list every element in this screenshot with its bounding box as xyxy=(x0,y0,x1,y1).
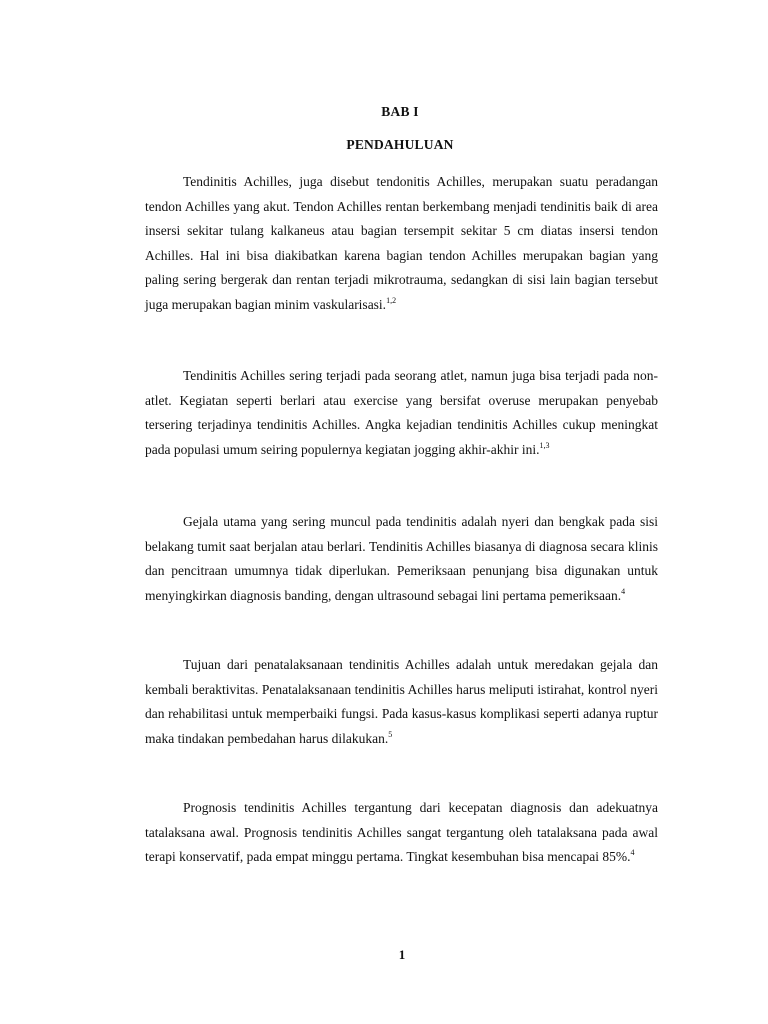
paragraph-4-text: Tujuan dari penatalaksanaan tendinitis Achilles adalah untuk meredakan gejala dan kembali beraktivitas. Penatalaksanaan tendinitis Achilles harus meliputi istirahat, kontrol nyeri dan rehabilitasi untuk memperbaiki fungsi. Pada kasus-kasus komplikasi seperti adanya ruptur maka tindakan pembedahan harus dilakukan. xyxy=(145,657,658,746)
citation-5: 4 xyxy=(630,848,635,858)
citation-1: 1,2 xyxy=(386,295,397,305)
paragraph-1-text: Tendinitis Achilles, juga disebut tendonitis Achilles, merupakan suatu peradangan tendon Achilles yang akut. Tendon Achilles rentan berkembang menjadi tendinitis baik di area insersi sekitar tulang kalkaneus atau bagian tersempit sekitar 5 cm diatas insersi tendon Achilles. Hal ini bisa diakibatkan karena bagian tendon Achilles merupakan bagian yang paling sering bergerak dan rentan terjadi mikrotrauma, sedangkan di sisi lain bagian tersebut juga merupakan bagian minim vaskularisasi. xyxy=(145,174,658,312)
paragraph-2-text: Tendinitis Achilles sering terjadi pada seorang atlet, namun juga bisa terjadi pada non-atlet. Kegiatan seperti berlari atau exercise yang bersifat overuse merupakan penyebab tersering terjadinya tendinitis Achilles. Angka kejadian tendinitis Achilles cukup meningkat pada populasi umum seiring populernya kegiatan jogging akhir-akhir ini. xyxy=(145,368,658,457)
paragraph-1 xyxy=(145,170,658,318)
citation-3: 4 xyxy=(621,586,626,596)
paragraph-2 xyxy=(145,364,658,462)
paragraph-5 xyxy=(145,796,658,870)
paragraph-3 xyxy=(145,510,658,608)
citation-4: 5 xyxy=(388,729,393,739)
page-number: 1 xyxy=(398,947,406,962)
citation-2: 1,3 xyxy=(539,440,550,450)
chapter-title: PENDAHULUAN xyxy=(346,137,454,152)
chapter-heading: BAB I xyxy=(381,104,419,119)
paragraph-5-text: Prognosis tendinitis Achilles tergantung dari kecepatan diagnosis dan adekuatnya tatalaksana awal. Prognosis tendinitis Achilles sangat tergantung oleh tatalaksana pada awal terapi konservatif, pada empat minggu pertama. Tingkat kesembuhan bisa mencapai 85%. xyxy=(145,800,658,865)
paragraph-3-text: Gejala utama yang sering muncul pada tendinitis adalah nyeri dan bengkak pada sisi belakang tumit saat berjalan atau berlari. Tendinitis Achilles biasanya di diagnosa secara klinis dan pencitraan umumnya tidak diperlukan. Pemeriksaan penunjang bisa digunakan untuk menyingkirkan diagnosis banding, dengan ultrasound sebagai lini pertama pemeriksaan. xyxy=(145,514,658,603)
paragraph-4 xyxy=(145,653,658,751)
